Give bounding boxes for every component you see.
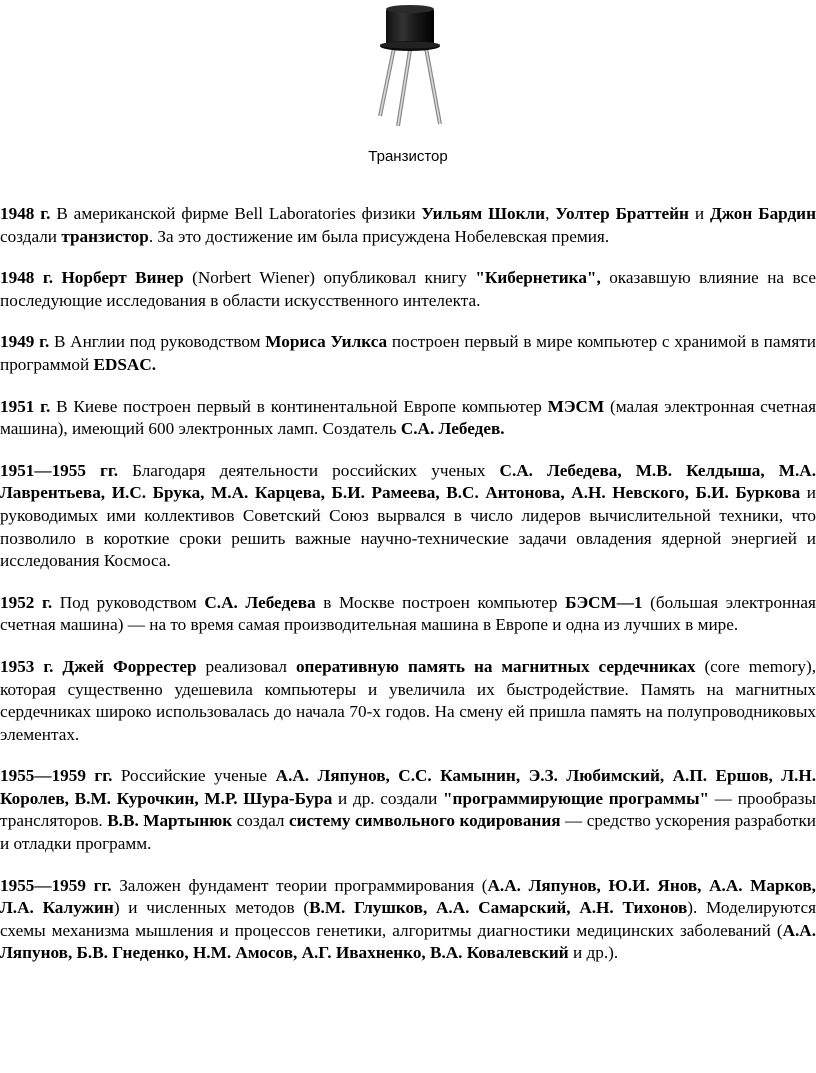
paragraph [0, 396, 816, 441]
paragraph [0, 765, 816, 855]
text-run: (core memory), которая существенно удешевила компьютеры и увеличила их быстродействие. Память на магнитных сердечниках широко использовалась до начала 70-х годов. На смену ей пришла память на полупроводниковых элементах. [0, 656, 816, 744]
text-run: В Англии под руководством [49, 332, 266, 352]
text-run: ) и численных методов ( [113, 898, 310, 918]
bold-text: Уильям Шокли [421, 204, 546, 223]
bold-text: С.А. Лебедева, М.В. Келдыша, М.А. Лаврентьева, И.С. Брука, М.А. Карцева, Б.И. Рамеева, В.С. Антонова, А.Н. Невского, Б.И. Буркова [0, 460, 816, 503]
timeline-text [0, 203, 816, 984]
text-run: В американской фирме Bell Laboratories физики [50, 204, 422, 223]
text-run: и др. создали [332, 788, 444, 808]
text-run: , [545, 204, 556, 223]
text-run: и др.). [568, 943, 619, 963]
bold-text: 1948 г. [0, 204, 51, 223]
bold-text: Мориса Уилкса [265, 332, 388, 352]
paragraph [0, 331, 816, 376]
text-run: и руководимых ими коллективов Советский Союз вырвался в число лидеров вычислительной техники, что позволило в короткие сроки решить важные научно-технические задачи овладения ядерной энергией и исследования Космоса. [0, 483, 816, 571]
bold-text: 1953 г. Джей Форрестер [0, 656, 197, 676]
text-run: создали [0, 226, 62, 246]
bold-text: оперативную память на магнитных сердечниках [295, 656, 696, 676]
text-run: оказавшую влияние на все последующие исследования в области искусственного интелекта. [0, 268, 816, 310]
bold-text: В.В. Мартынюк [107, 811, 233, 831]
text-run: В Киеве построен первый в континентальной Европе компьютер [50, 396, 548, 416]
text-run: — средство ускорения разработки и отладки программ. [0, 811, 816, 854]
text-run: Заложен фундамент теории программирования ( [111, 875, 488, 895]
text-run: Российские ученые [112, 766, 276, 786]
bold-text: С.А. Лебедева [204, 592, 316, 612]
bold-text: А.А. Ляпунов, С.С. Камынин, Э.З. Любимский, А.П. Ершов, Л.Н. Королев, В.М. Курочкин, М.Р. Шура-Бура [0, 766, 816, 808]
bold-text: систему символьного кодирования [288, 811, 561, 831]
bold-text: EDSAC. [93, 354, 157, 374]
text-run: реализовал [196, 656, 296, 676]
paragraph [0, 656, 816, 746]
bold-text: 1955—1959 гг. [0, 875, 112, 895]
transistor-image [370, 4, 450, 130]
bold-text: 1949 г. [0, 332, 50, 352]
text-run: построен первый в мире компьютер с хранимой в памяти программой [0, 332, 816, 374]
bold-text: 1951 г. [0, 396, 51, 416]
bold-text: С.А. Лебедев. [400, 419, 505, 439]
text-run: (большая электронная счетная машина) — на то время самая производительная машина в Европе и одна из лучших в мире. [0, 592, 816, 635]
text-run: Благодаря деятельности российских ученых [118, 460, 500, 480]
paragraph [0, 267, 816, 312]
bold-text: В.М. Глушков, А.А. Самарский, А.Н. Тихонов [309, 898, 688, 918]
bold-text: "Кибернетика", [475, 268, 601, 288]
bold-text: "программирующие программы" [443, 788, 710, 808]
text-run: в Москве построен компьютер [315, 592, 566, 612]
bold-text: МЭСМ [547, 396, 605, 416]
bold-text: 1951—1955 гг. [0, 460, 118, 480]
text-run: и [688, 204, 710, 223]
text-run: создал [232, 811, 289, 831]
text-run: Под руководством [52, 592, 205, 612]
bold-text: БЭСМ—1 [565, 592, 643, 612]
paragraph [0, 203, 816, 248]
bold-text: А.А. Ляпунов, Ю.И. Янов, А.А. Марков, Л.А. Калужин [0, 875, 816, 918]
text-run: (малая электронная счетная машина), имеющий 600 электронных ламп. Создатель [0, 396, 816, 439]
paragraph [0, 592, 816, 637]
text-run: . За это достижение им была присуждена Нобелевская премия. [148, 226, 610, 246]
text-run: ). Моделируются схемы механизма мышления и процессов генетики, алгоритмы диагностики медицинских заболеваний ( [0, 898, 816, 940]
bold-text: Джон Бардин [709, 204, 816, 223]
paragraph [0, 460, 816, 573]
transistor-figure [0, 0, 816, 170]
bold-text: А.А. Ляпунов, Б.В. Гнеденко, Н.М. Амосов, А.Г. Ивахненко, В.А. Ковалевский [0, 920, 816, 963]
bold-text: транзистор [61, 226, 149, 246]
figure-caption: Транзистор [368, 148, 448, 165]
paragraph [0, 875, 816, 965]
text-run: (Norbert Wiener) опубликовал книгу [183, 268, 476, 288]
bold-text: Уолтер Браттейн [555, 204, 689, 223]
text-run: — прообразы трансляторов. [0, 788, 816, 831]
bold-text: 1948 г. Норберт Винер [0, 268, 184, 288]
bold-text: 1952 г. [0, 592, 53, 612]
bold-text: 1955—1959 гг. [0, 766, 113, 786]
